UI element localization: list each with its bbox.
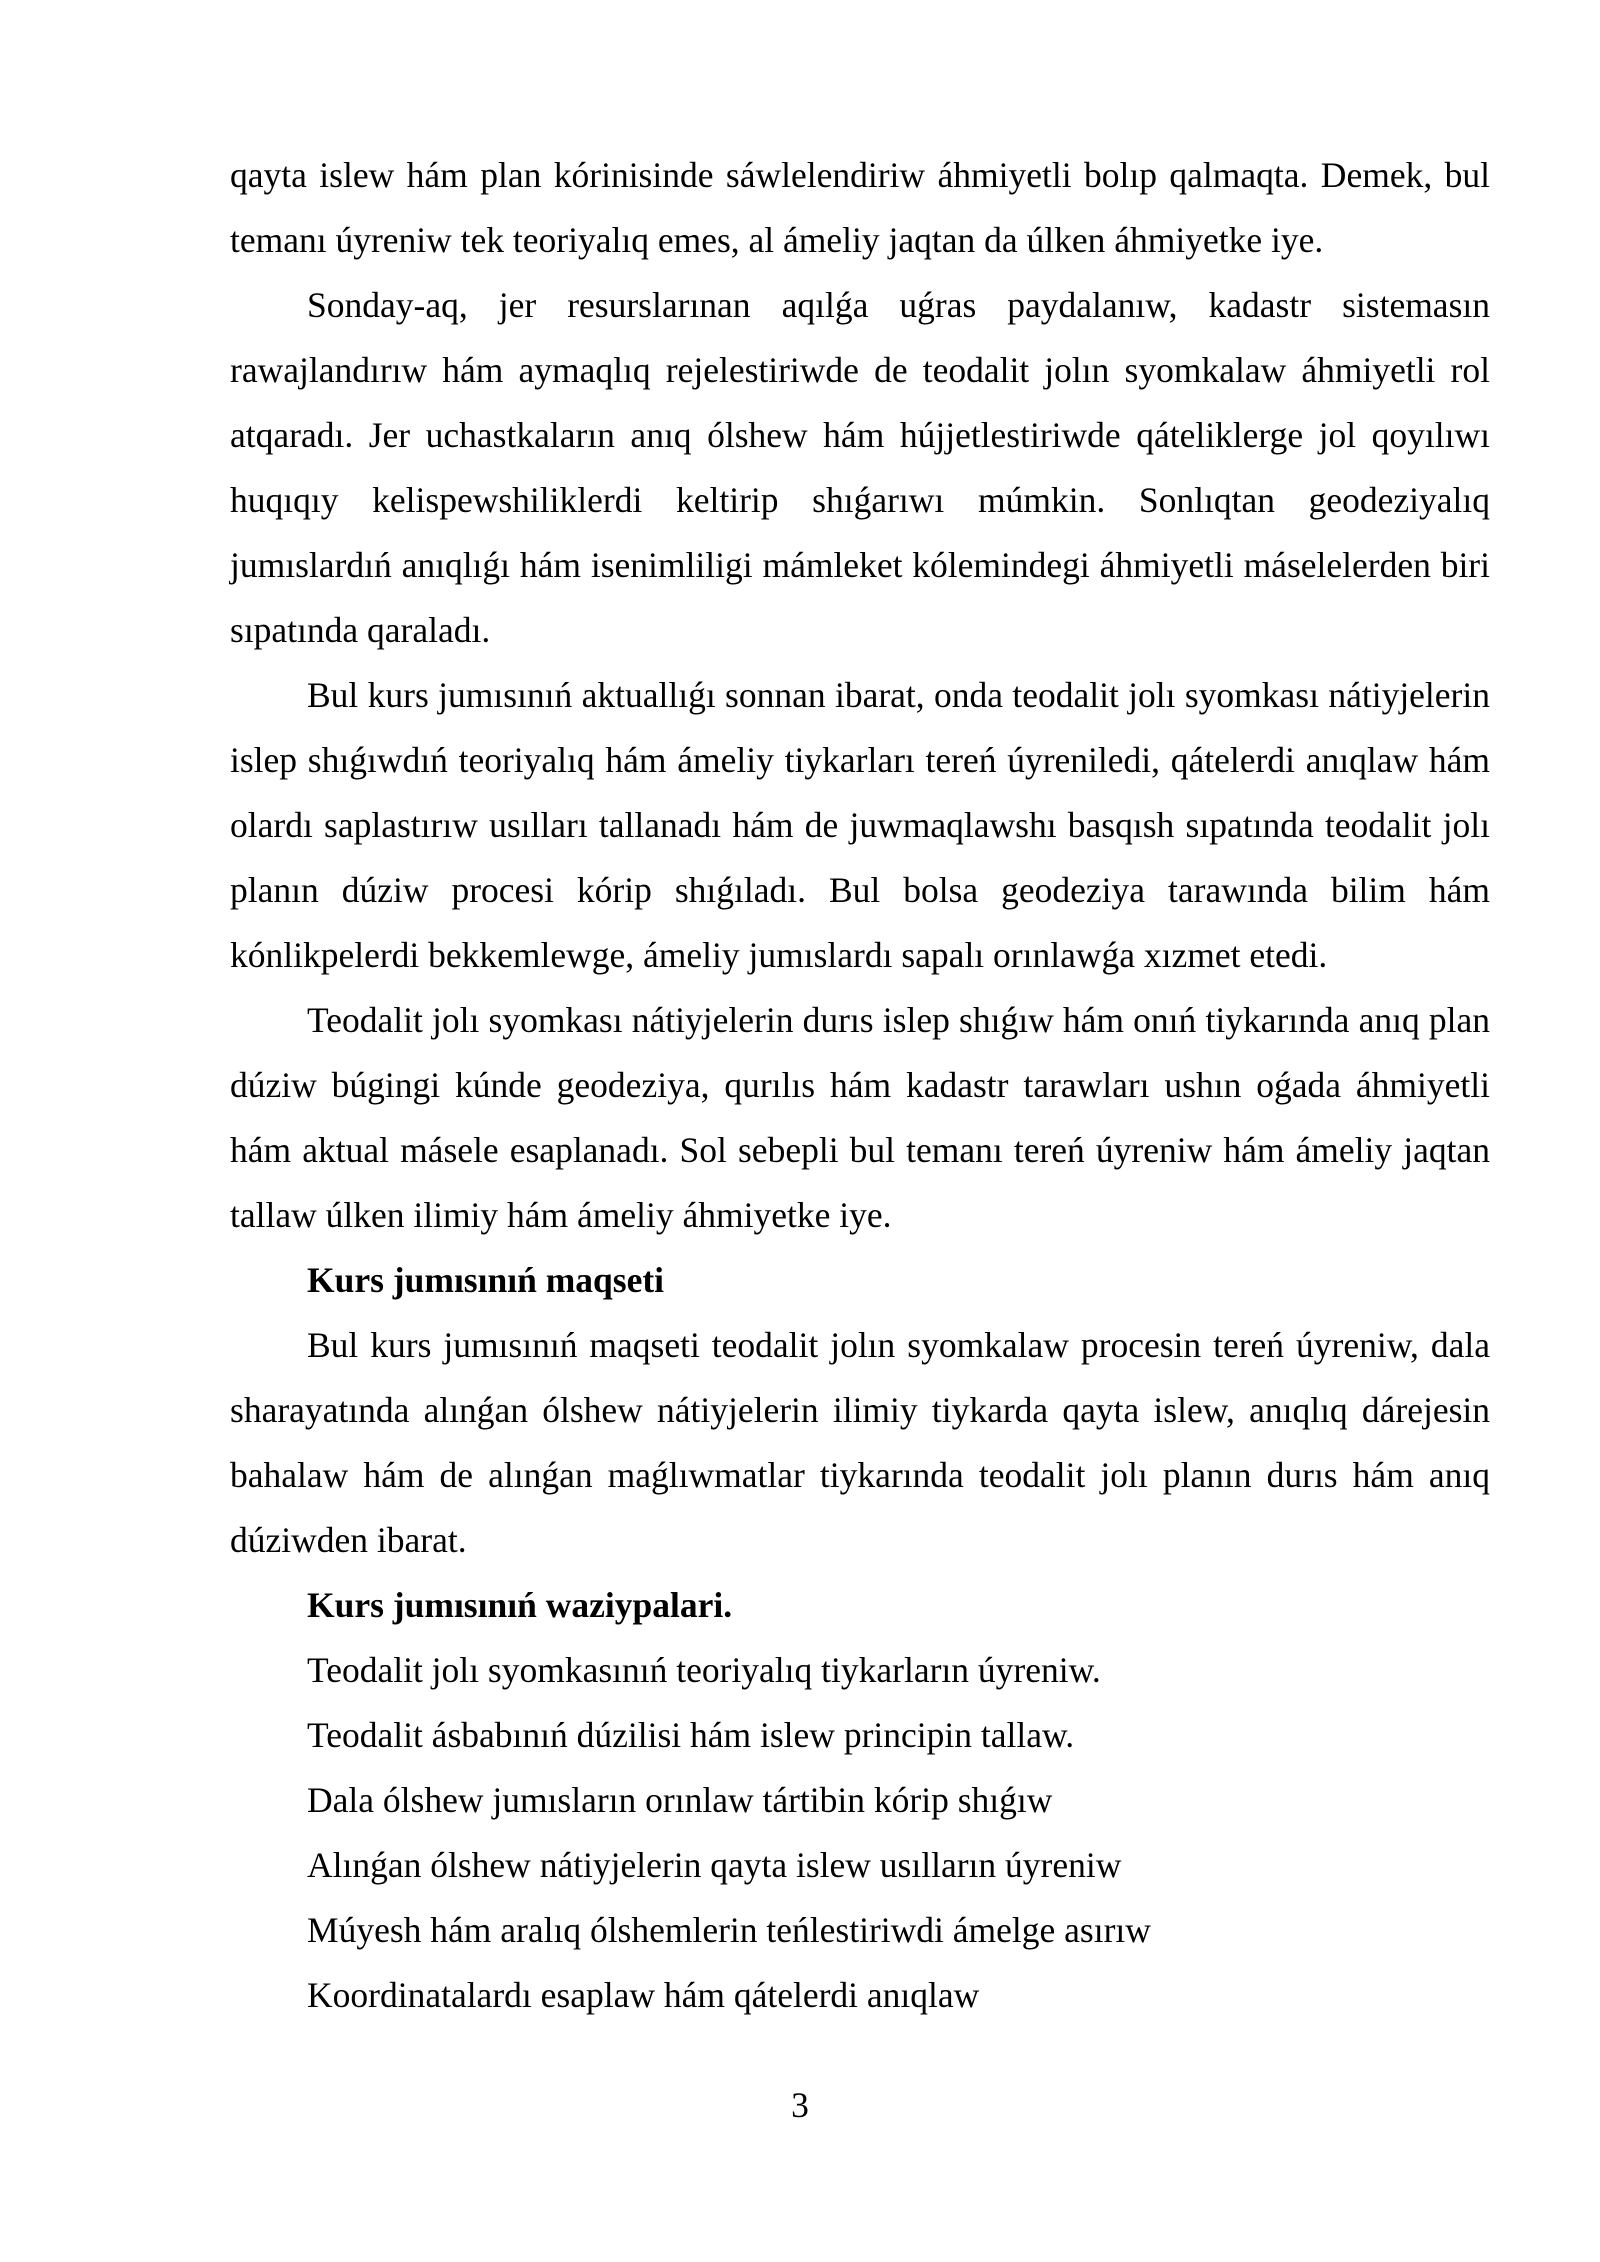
tasks-list [230, 1638, 1490, 2028]
paragraph-continuation: qayta islew hám plan kórinisinde sáwlelendiriw áhmiyetli bolıp qalmaqta. Demek, bul temanı úyreniw tek teoriyalıq emes, al ámeliy jaqtan da úlken áhmiyetke iye. [230, 155, 1490, 260]
list-item: Múyesh hám aralıq ólshemlerin teńlestiriwdi ámelge asırıw [307, 1910, 1151, 1950]
goal-paragraph: Bul kurs jumısınıń maqseti teodalit jolın syomkalaw procesin tereń úyreniw, dala sharayatında alınǵan ólshew nátiyjelerin ilimiy tiykarda qayta islew, anıqlıq dárejesin bahalaw hám de alınǵan maǵlıwmatlar tiykarında teodalit jolı planın durıs hám anıq dúziwden ibarat. [230, 1325, 1490, 1560]
list-item: Koordinatalardı esaplaw hám qátelerdi anıqlaw [307, 1975, 980, 2015]
list-item: Teodalit jolı syomkasınıń teoriyalıq tiykarların úyreniw. [307, 1650, 1101, 1690]
paragraph-importance: Teodalit jolı syomkası nátiyjelerin durıs islep shıǵıw hám onıń tiykarında anıq plan dúziw búgingi kúnde geodeziya, qurılıs hám kadastr tarawları ushın oǵada áhmiyetli hám aktual másele esaplanadı. Sol sebepli bul temanı tereń úyreniw hám ámeliy jaqtan tallaw úlken ilimiy hám ámeliy áhmiyetke iye. [230, 1000, 1490, 1235]
list-item: Alınǵan ólshew nátiyjelerin qayta islew usılların úyreniw [307, 1845, 1122, 1885]
goal-heading: Kurs jumısınıń maqseti [307, 1260, 665, 1300]
tasks-heading: Kurs jumısınıń waziypalari. [307, 1585, 733, 1625]
document-page [230, 143, 1490, 2028]
list-item: Teodalit ásbabınıń dúzilisi hám islew principin tallaw. [307, 1715, 1075, 1755]
paragraph-relevance: Bul kurs jumısınıń aktuallıǵı sonnan ibarat, onda teodalit jolı syomkası nátiyjelerin islep shıǵıwdıń teoriyalıq hám ámeliy tiykarları tereń úyreniledi, qátelerdi anıqlaw hám olardı saplastırıw usılları tallanadı hám de juwmaqlawshı basqısh sıpatında teodalit jolı planın dúziw procesi kórip shıǵıladı. Bul bolsa geodeziya tarawında bilim hám kónlikpelerdi bekkemlewge, ámeliy jumıslardı sapalı orınlawǵa xızmet etedi. [230, 675, 1490, 975]
page-number: 3 [791, 2085, 809, 2125]
list-item: Dala ólshew jumısların orınlaw tártibin kórip shıǵıw [307, 1780, 1053, 1820]
paragraph-land-resources: Sonday-aq, jer resurslarınan aqılǵa uǵras paydalanıw, kadastr sistemasın rawajlandırıw hám aymaqlıq rejelestiriwde de teodalit jolın syomkalaw áhmiyetli rol atqaradı. Jer uchastkaların anıq ólshew hám hújjetlestiriwde qáteliklerge jol qoyılıwı huqıqıy kelispewshiliklerdi keltirip shıǵarıwı múmkin. Sonlıqtan geodeziyalıq jumıslardıń anıqlıǵı hám isenimliligi mámleket kólemindegi áhmiyetli máselelerden biri sıpatında qaraladı. [230, 285, 1490, 650]
